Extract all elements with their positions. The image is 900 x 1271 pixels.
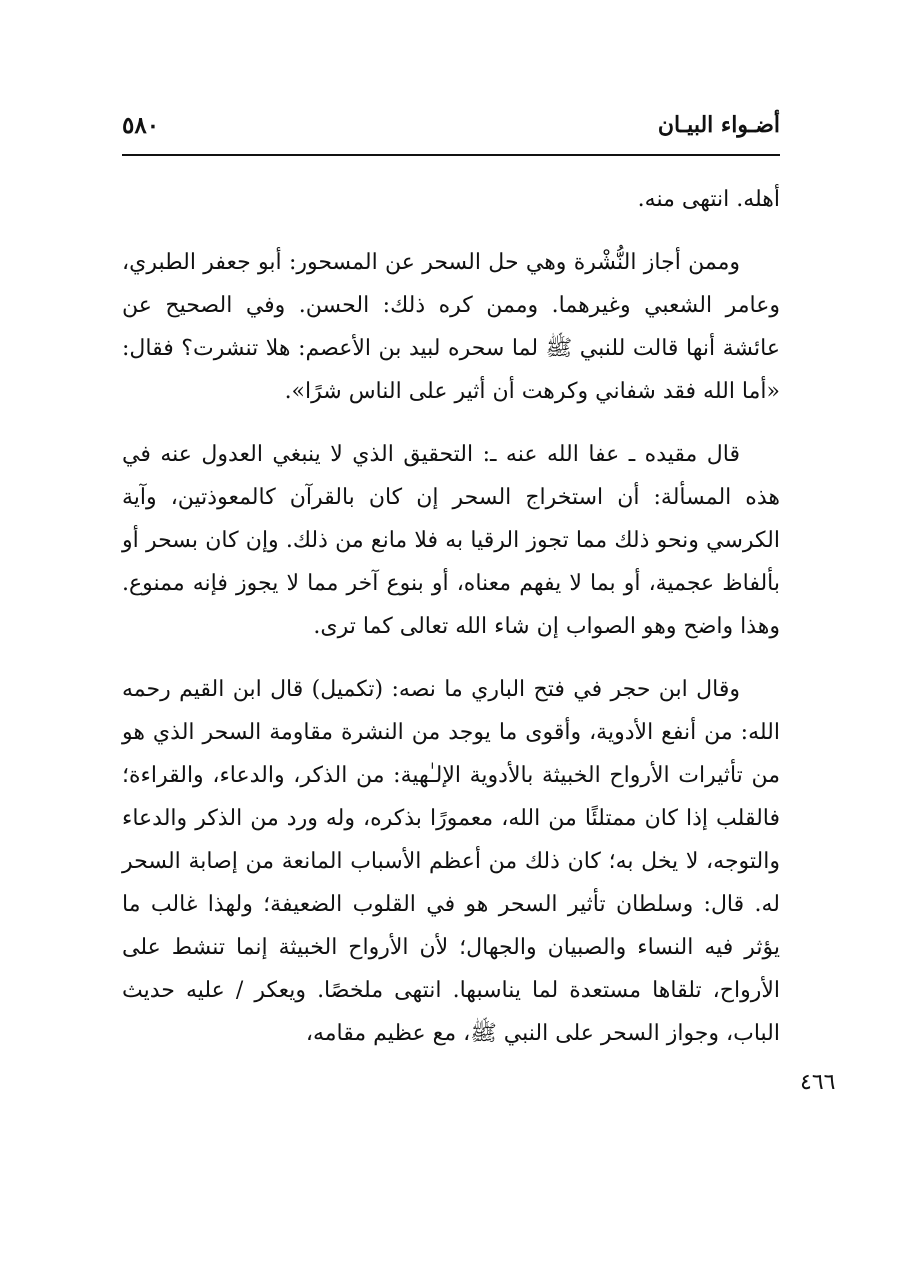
paragraph-author-opinion: قال مقيده ـ عفا الله عنه ـ: التحقيق الذي لا ينبغي العدول عنه في هذه المسألة: أن استخراج السحر إن كان بالقرآن كالمعوذتين، وآية الكرسي ونحو ذلك مما تجوز الرقيا به فلا مانع من ذلك. وإن كان بسحر أو بألفاظ عجمية، أو بما لا يفهم معناه، أو بنوع آخر مما لا يجوز فإنه ممنوع. وهذا واضح وهو الصواب إن شاء الله تعالى كما ترى.: [122, 442, 780, 639]
page-number: ٥٨٠: [122, 112, 160, 139]
header-divider: [122, 154, 780, 156]
paragraph-ibn-hajar-quote: وقال ابن حجر في فتح الباري ما نصه: (تكميل) قال ابن القيم رحمه الله: من أنفع الأدوية، وأقوى ما يوجد من النشرة مقاومة السحر الذي هو من تأثيرات الأرواح الخبيثة بالأدوية الإلـٰهية: من الذكر، والدعاء، والقراءة؛ فالقلب إذا كان ممتلئًا من الله، معمورًا بذكره، وله ورد من الذكر والدعاء والتوجه، لا يخل به؛ كان ذلك من أعظم الأسباب المانعة من إصابة السحر له. قال: وسلطان تأثير السحر هو في القلوب الضعيفة؛ ولهذا غالب ما يؤثر فيه النساء والصبيان والجهال؛ لأن الأرواح الخبيثة إنما تنشط على الأرواح، تلقاها مستعدة لما يناسبها. انتهى ملخصًا. ويعكر / عليه حديث الباب، وجواز السحر على النبي ﷺ، مع عظيم مقامه،: [122, 677, 780, 1046]
paragraph-nushra: وممن أجاز النُّشْرة وهي حل السحر عن المسحور: أبو جعفر الطبري، وعامر الشعبي وغيرهما. وممن كره ذلك: الحسن. وفي الصحيح عن عائشة أنها قالت للنبي ﷺ لما سحره لبيد بن الأعصم: هلا تنشرت؟ فقال: «أما الله فقد شفاني وكرهت أن أثير على الناس شرًا».: [122, 250, 780, 404]
page-body: [122, 178, 780, 1075]
paragraph-continuation: أهله. انتهى منه.: [637, 187, 780, 212]
book-title: أضـواء البيـان: [657, 112, 780, 138]
page-header: [122, 112, 780, 146]
margin-page-reference: ٤٦٦: [800, 1070, 836, 1095]
